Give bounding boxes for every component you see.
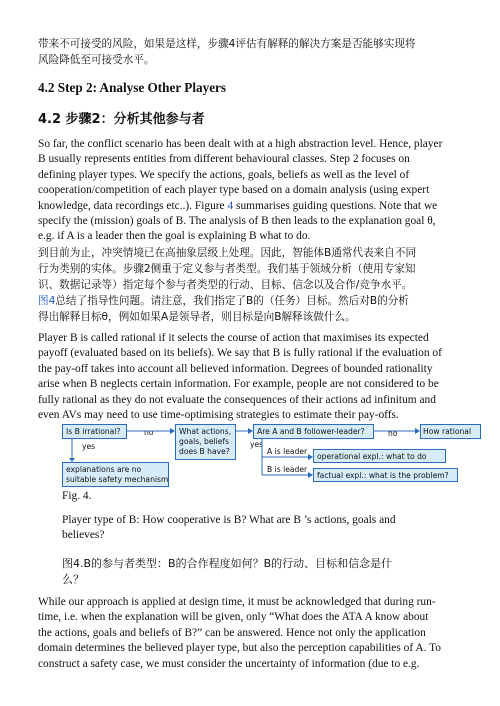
figure-label: Fig. 4. [62, 490, 92, 502]
svg-text:factual expl.: what is the pro: factual expl.: what is the problem? [317, 471, 449, 480]
paragraph-zh-intro: 带来不可接受的风险，如果是这样，步骤4评估有解释的解决方案是否能够实现将 风险降低至可接受水平。 [38, 38, 416, 66]
label-yes-2: yes [250, 440, 264, 449]
label-no-1: no [144, 428, 154, 437]
figure-caption-en: Player type of B: How cooperative is B? What are B ’s actions, goals and believes? [62, 514, 396, 542]
box-follower-leader [254, 425, 374, 439]
box-how-rational [421, 425, 481, 439]
paragraph-en-2: Player B is called rational if it selects the course of action that maximises its expected payoff (evaluated based on its beliefs). We say that B is fully rational if the evaluation of the pay-off takes into account all believed information. Degrees of bounded rationality arise when B neglects certain information. For example, people are not considered to be fully rational as they do not evaluate the consequences of their actions ad infinitum and even AVs may need to use time-optimising strategies to estimate their pay-offs. [38, 332, 442, 422]
box-is-b-irrational [63, 425, 127, 439]
label-a-is-leader: A is leader [267, 447, 308, 456]
label-no-2: no [388, 429, 398, 438]
svg-text:does B have?: does B have? [179, 447, 230, 456]
section-heading-en: 4.2 Step 2: Analyse Other Players [38, 80, 227, 95]
figure-4-diagram [62, 422, 472, 488]
label-b-is-leader: B is leader [267, 465, 308, 474]
arrowhead-no-2 [415, 428, 420, 434]
box-no-safety-mechanism [63, 463, 169, 487]
figure-link-zh[interactable]: 图4 [38, 295, 56, 307]
section-heading-zh: 4.2 步骤2：分析其他参与者 [38, 112, 205, 127]
label-yes-1: yes [82, 442, 96, 451]
arrowhead-b-leader [308, 472, 313, 478]
svg-text:Is B irrational?: Is B irrational? [66, 427, 121, 436]
svg-text:Are A and B follower-leader?: Are A and B follower-leader? [257, 427, 365, 436]
svg-text:explanations are no: explanations are no [66, 465, 142, 474]
arrowhead-a-leader [308, 454, 313, 460]
figure-link[interactable]: 4 [227, 199, 234, 212]
svg-text:suitable safety mechanism: suitable safety mechanism [66, 475, 169, 484]
svg-text:How rational: How rational [423, 427, 472, 436]
box-operational-expl [314, 450, 446, 463]
svg-text:goals, beliefs: goals, beliefs [179, 437, 230, 446]
arrowhead-to-follower [248, 428, 253, 434]
paragraph-en-1: So far, the conflict scenario has been dealt with at a high abstraction level. Hence, player B usually represents entities from different behavioural classes. Step 2 focuses on defining player types. We specify the actions, goals, beliefs as well as the level of cooperation/competition of each player type based on a domain analysis (using expert knowledge, data recordings etc..). Figure 4 summarises guiding questions. Note that we specify the (mission) goals of B. The analysis of B then leads to the explanation goal θ, e.g. if A is a leader then the goal is explaining B what to do. [38, 138, 443, 243]
svg-text:What actions,: What actions, [179, 427, 232, 436]
arrowhead-yes-1 [69, 458, 75, 462]
figure-caption-zh: 图4.B的参与者类型：B的合作程度如何？B的行动、目标和信念是什 么？ [62, 557, 393, 586]
svg-text:operational expl.: what to do: operational expl.: what to do [317, 452, 427, 461]
box-what-actions [176, 425, 236, 460]
paragraph-zh-1: 到目前为止，冲突情境已在高抽象层级上处理。因此，智能体B通常代表来自不同 行为类别的实体。步骤2侧重于定义参与者类型。我们基于领域分析（使用专家知 识、数据记录等）指定每个参与者类型的行动、目标、信念以及合作/竞争水平。 图4总结了指导性问题。请注意，我们指定了B的（任务）目标。然后对B的分析 得出解释目标θ，例如如果A是领导者，则目标是向B解释该做什么。 [38, 247, 417, 323]
arrowhead-no-1 [170, 428, 175, 434]
box-factual-expl [314, 469, 458, 482]
paragraph-en-3: While our approach is applied at design time, it must be acknowledged that during run- time, i.e. when the explanation will be given, only “What does the ATA A know about the actions, goals and beliefs of B?” can be answered. Hence not only the application domain determines the believed player type, but also the perception capabilities of A. To construct a safety case, we must consider the uncertainty of information (due to e.g. [38, 596, 441, 670]
